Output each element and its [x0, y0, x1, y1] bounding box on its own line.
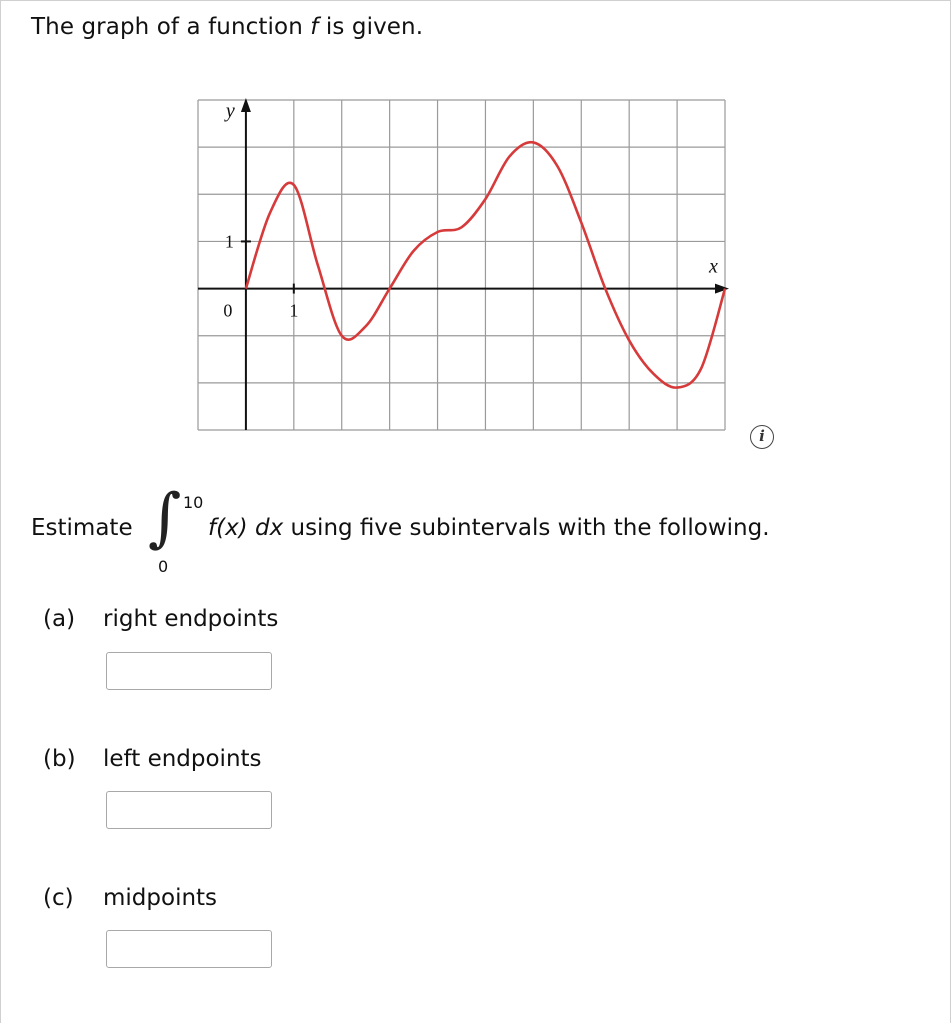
- graph-grid: [198, 100, 725, 430]
- answer-input-b[interactable]: [106, 791, 272, 829]
- origin-label: 0: [223, 300, 233, 321]
- y-tick-label: 1: [224, 231, 234, 252]
- y-axis-label: y: [225, 100, 235, 122]
- info-icon[interactable]: i: [750, 425, 774, 449]
- part-a-letter: (a): [43, 606, 76, 632]
- x-axis-label: x: [709, 255, 718, 278]
- x-tick-label: 1: [289, 300, 299, 321]
- part-b-letter: (b): [43, 746, 76, 772]
- part-c-text: midpoints: [103, 885, 218, 911]
- question-rest: using five subintervals with the following.: [283, 515, 770, 541]
- part-c-letter: (c): [43, 885, 74, 911]
- answer-input-a[interactable]: [106, 652, 272, 690]
- function-graph: [190, 90, 735, 442]
- intro-text-before: The graph of a function: [31, 14, 311, 40]
- x-axis-arrow-icon: [715, 284, 729, 294]
- integral-lower-limit: 0: [158, 557, 169, 576]
- part-b-label: [43, 746, 262, 772]
- part-b-text: left endpoints: [103, 746, 262, 772]
- answer-input-c[interactable]: [106, 930, 272, 968]
- graph-axes: [198, 98, 729, 430]
- part-a-text: right endpoints: [103, 606, 279, 632]
- part-a-label: [43, 606, 278, 632]
- integrand-dx: dx: [254, 515, 284, 541]
- integral-sign-icon: ∫: [148, 481, 182, 555]
- integral-upper-limit: 10: [183, 493, 204, 512]
- problem-intro: [31, 14, 423, 40]
- question-integrand: [208, 515, 770, 541]
- part-c-label: [43, 885, 217, 911]
- question-lead: Estimate: [31, 515, 133, 541]
- function-name: f: [310, 14, 319, 40]
- integrand-fx: f(x): [208, 515, 248, 541]
- intro-text-after: is given.: [318, 14, 424, 40]
